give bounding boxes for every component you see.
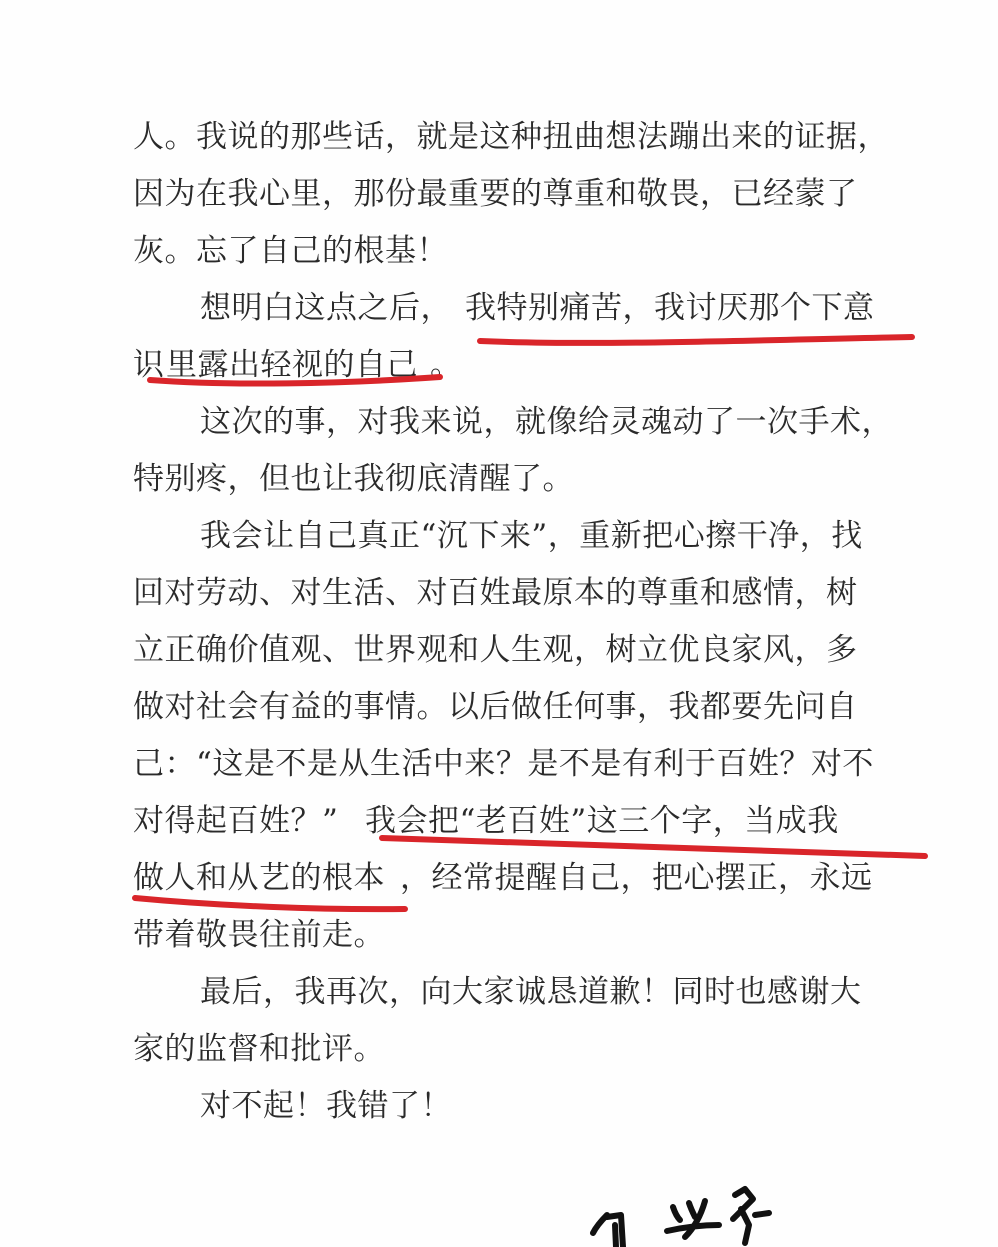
- letter-line-4: [0, 288, 998, 328]
- text-segment: 对不起！我错了！: [200, 1088, 452, 1124]
- text-segment: 人。我说的那些话，就是这种扭曲想法蹦出来的证据，: [133, 119, 889, 155]
- text-segment: 识: [133, 347, 165, 383]
- letter-line-10: [0, 630, 998, 670]
- text-segment: 己：“这是不是从生活中来？是不是有利于百姓？对不: [133, 746, 874, 782]
- letter-line-3: [0, 231, 998, 271]
- text-segment: 想明白这点之后，: [200, 290, 452, 326]
- red-underline: [135, 898, 405, 909]
- letter-line-11: [0, 687, 998, 727]
- text-segment: ，经常提醒自己，把心摆正，永远: [400, 860, 873, 896]
- text-segment: 家的监督和批评。: [133, 1031, 385, 1067]
- text-segment: 回对劳动、对生活、对百姓最原本的尊重和感情，树: [133, 575, 858, 611]
- text-segment: 对得起百姓？”: [133, 803, 339, 839]
- text-segment: 最后，我再次，向大家诚恳道歉！同时也感谢大: [200, 974, 862, 1010]
- red-underline: [480, 337, 912, 343]
- letter-line-6: [0, 402, 998, 442]
- letter-line-14: [0, 858, 998, 898]
- letter-line-17: [0, 1029, 998, 1069]
- letter-line-16: [0, 972, 998, 1012]
- letter-line-1: [0, 117, 998, 157]
- letter-line-9: [0, 573, 998, 613]
- text-segment: 立正确价值观、世界观和人生观，树立优良家风，多: [133, 632, 858, 668]
- highlighted-text: 我会把“老百姓”这三个字，当成我: [365, 803, 839, 839]
- text-segment: 我会让自己真正“沉下来”，重新把心擦干净，找: [200, 518, 863, 554]
- letter-line-15: [0, 915, 998, 955]
- letter-line-13: [0, 801, 998, 841]
- letter-line-18: [0, 1086, 998, 1126]
- text-segment: 因为在我心里，那份最重要的尊重和敬畏，已经蒙了: [133, 176, 858, 212]
- signature: [585, 1185, 785, 1247]
- letter-line-2: [0, 174, 998, 214]
- letter-line-12: [0, 744, 998, 784]
- text-segment: 灰。忘了自己的根基！: [133, 233, 448, 269]
- highlighted-text: 做人和从艺的根本: [133, 860, 385, 896]
- text-segment: 这次的事，对我来说，就像给灵魂动了一次手术，: [200, 404, 893, 440]
- text-segment: 做对社会有益的事情。以后做任何事，我都要先问自: [133, 689, 858, 725]
- text-segment: 带着敬畏往前走。: [133, 917, 385, 953]
- text-segment: 。: [430, 347, 462, 383]
- letter-line-5: [0, 345, 998, 385]
- highlighted-text: 我特别痛苦，我讨厌那个下意: [465, 290, 875, 326]
- letter-line-8: [0, 516, 998, 556]
- letter-line-7: [0, 459, 998, 499]
- highlighted-text: 里露出轻视的自己: [166, 347, 418, 383]
- text-segment: 特别疼，但也让我彻底清醒了。: [133, 461, 574, 497]
